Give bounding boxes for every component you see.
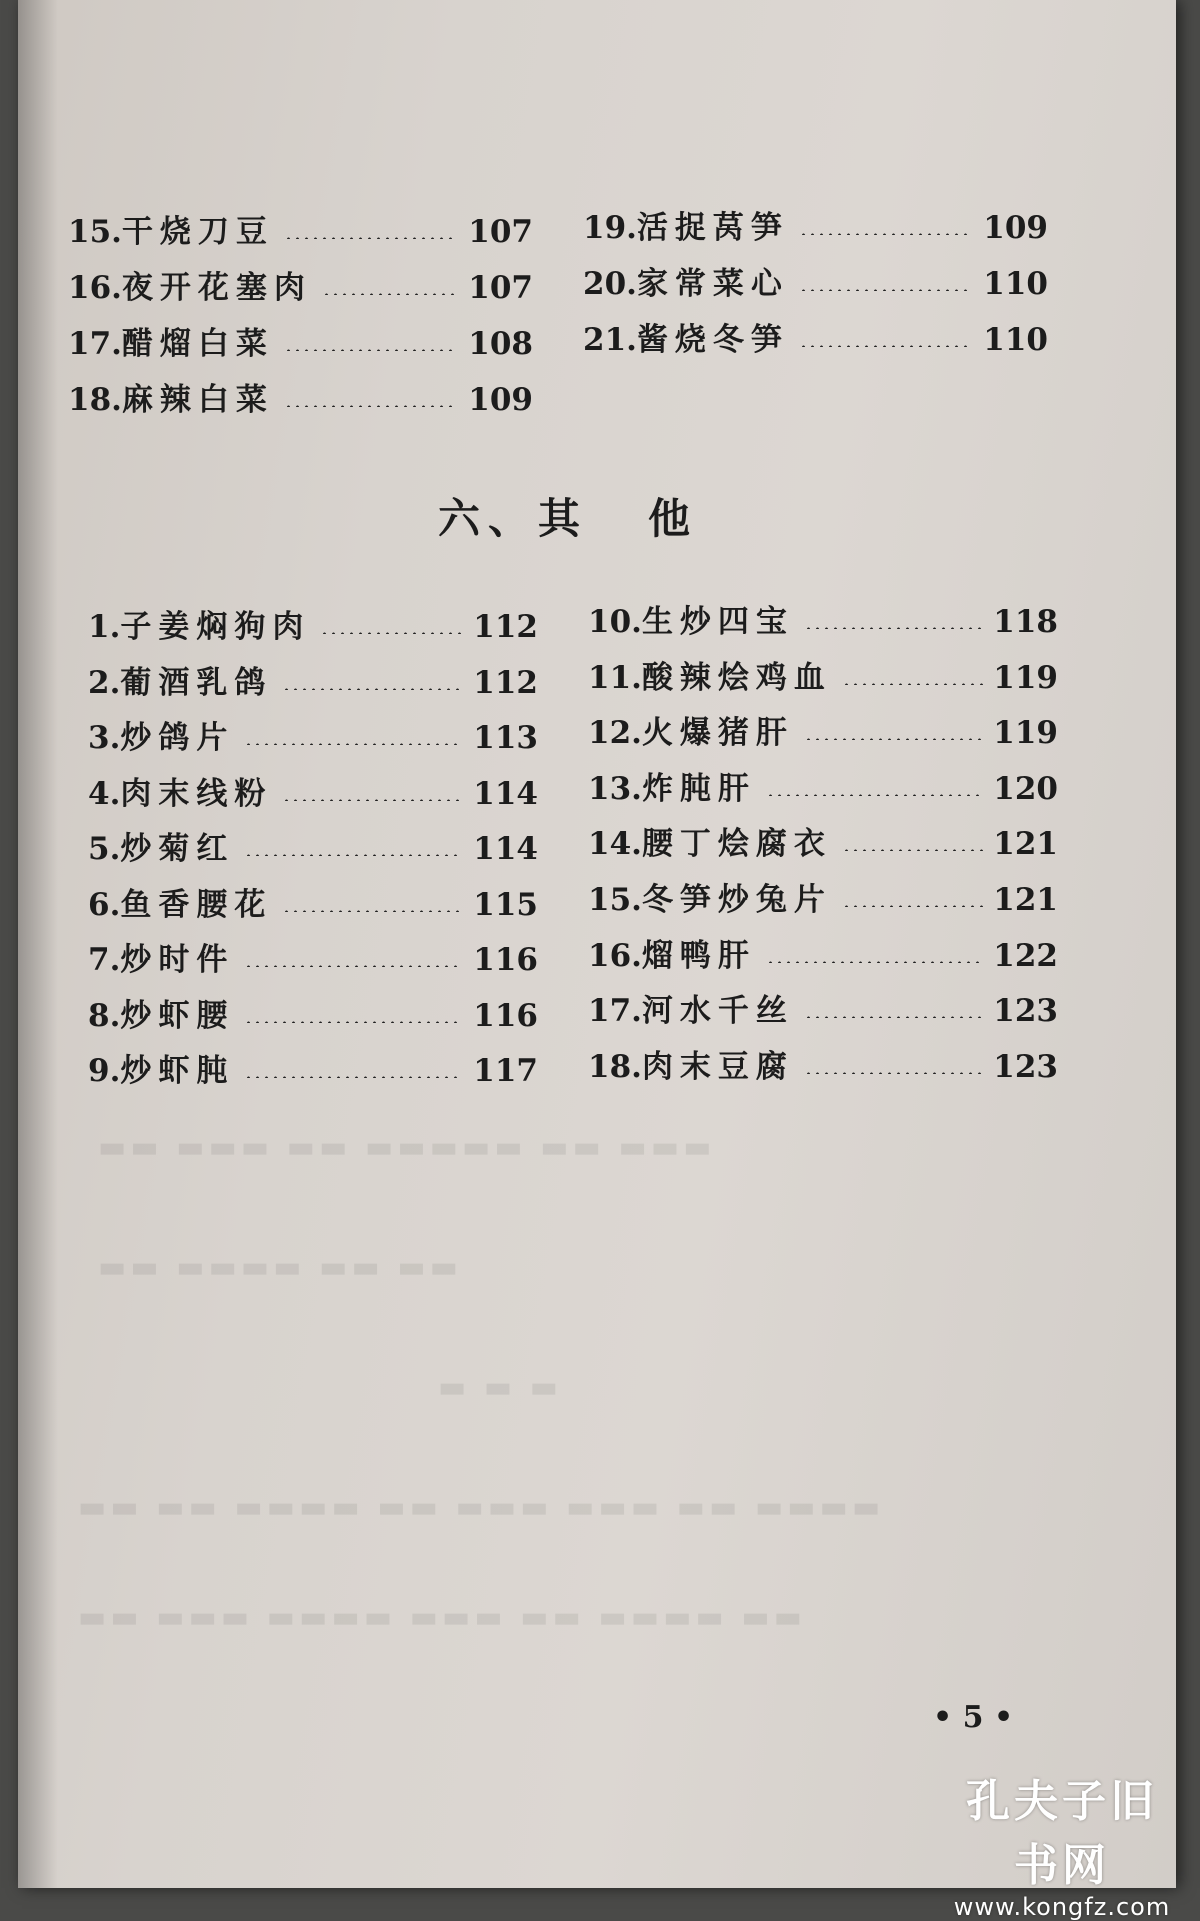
entry-title: 肉末豆腐 bbox=[641, 1049, 794, 1085]
toc-entry bbox=[588, 767, 1058, 811]
entry-title: 家常菜心 bbox=[636, 266, 789, 302]
entry-number: 5. bbox=[88, 831, 121, 867]
entry-title: 炒虾肫 bbox=[120, 1053, 235, 1089]
dot-leader bbox=[804, 1016, 983, 1018]
entry-number: 10. bbox=[588, 604, 642, 640]
entry-number: 15. bbox=[68, 214, 122, 250]
dot-leader bbox=[282, 910, 463, 912]
toc-entry bbox=[583, 318, 1048, 362]
entry-number: 16. bbox=[588, 938, 642, 974]
entry-page: 117 bbox=[473, 1053, 538, 1089]
entry-number: 7. bbox=[88, 942, 121, 978]
dot-leader bbox=[804, 1072, 983, 1074]
toc-entry bbox=[588, 878, 1058, 922]
entry-number: 15. bbox=[588, 882, 642, 918]
entry-title: 干烧刀豆 bbox=[121, 214, 274, 250]
toc-entry bbox=[68, 266, 533, 310]
entry-page: 114 bbox=[473, 831, 538, 867]
entry-number: 13. bbox=[588, 771, 642, 807]
entry-title: 河水千丝 bbox=[641, 993, 794, 1029]
dot-leader bbox=[284, 405, 458, 407]
entry-title: 生炒四宝 bbox=[641, 604, 794, 640]
dot-leader bbox=[244, 1021, 463, 1023]
entry-page: 120 bbox=[993, 771, 1058, 807]
entry-title: 夜开花塞肉 bbox=[121, 270, 312, 306]
entry-title: 炒鸽片 bbox=[120, 720, 235, 756]
entry-number: 12. bbox=[588, 715, 642, 751]
dot-leader bbox=[842, 683, 983, 685]
entry-number: 14. bbox=[588, 826, 642, 862]
page-fold-shadow bbox=[18, 0, 58, 1888]
watermark-url: www.kongfz.com bbox=[953, 1893, 1171, 1921]
entry-number: 17. bbox=[588, 993, 642, 1029]
toc-entry bbox=[68, 210, 533, 254]
dot-leader bbox=[320, 632, 463, 634]
toc-entry bbox=[88, 827, 538, 871]
entry-page: 107 bbox=[468, 270, 533, 306]
section-heading bbox=[438, 486, 698, 546]
entry-page: 123 bbox=[993, 993, 1058, 1029]
entry-number: 1. bbox=[88, 609, 121, 645]
entry-page: 113 bbox=[473, 720, 538, 756]
bleed-through-text: ▬▬ ▬▬ ▬▬▬▬ ▬▬ ▬▬▬ ▬▬▬ ▬▬ ▬▬▬▬ bbox=[78, 1490, 885, 1525]
entry-number: 16. bbox=[68, 270, 122, 306]
entry-page: 116 bbox=[473, 998, 538, 1034]
entry-page: 107 bbox=[468, 214, 533, 250]
dot-leader bbox=[804, 738, 983, 740]
dot-leader bbox=[842, 849, 983, 851]
dot-leader bbox=[244, 1076, 463, 1078]
dot-leader bbox=[244, 743, 463, 745]
toc-entry bbox=[588, 656, 1058, 700]
toc-entry bbox=[588, 822, 1058, 866]
toc-entry bbox=[88, 716, 538, 760]
entry-page: 109 bbox=[983, 210, 1048, 246]
toc-entry bbox=[88, 994, 538, 1038]
entry-title: 炸肫肝 bbox=[641, 771, 756, 807]
entry-page: 114 bbox=[473, 776, 538, 812]
dot-leader bbox=[804, 627, 983, 629]
entry-page: 119 bbox=[993, 660, 1058, 696]
entry-number: 18. bbox=[588, 1049, 642, 1085]
entry-page: 110 bbox=[983, 266, 1048, 302]
entry-title: 肉末线粉 bbox=[120, 776, 273, 812]
entry-number: 20. bbox=[583, 266, 637, 302]
dot-leader bbox=[244, 965, 463, 967]
dot-leader bbox=[244, 854, 463, 856]
entry-title: 麻辣白菜 bbox=[121, 382, 274, 418]
entry-number: 2. bbox=[88, 665, 121, 701]
entry-number: 9. bbox=[88, 1053, 121, 1089]
entry-page: 116 bbox=[473, 942, 538, 978]
entry-title: 葡酒乳鸽 bbox=[120, 665, 273, 701]
dot-leader bbox=[799, 289, 973, 291]
entry-title: 炒时件 bbox=[120, 942, 235, 978]
entry-page: 112 bbox=[473, 609, 538, 645]
dot-leader bbox=[766, 794, 983, 796]
entry-page: 123 bbox=[993, 1049, 1058, 1085]
toc-entry bbox=[583, 262, 1048, 306]
dot-leader bbox=[766, 961, 983, 963]
watermark bbox=[948, 1765, 1176, 1921]
dot-leader bbox=[799, 345, 973, 347]
entry-page: 122 bbox=[993, 938, 1058, 974]
dot-leader bbox=[284, 237, 458, 239]
entry-title: 腰丁烩腐衣 bbox=[641, 826, 832, 862]
toc-entry bbox=[588, 934, 1058, 978]
dot-leader bbox=[799, 233, 973, 235]
dot-leader bbox=[322, 293, 458, 295]
dot-leader bbox=[282, 799, 463, 801]
toc-entry bbox=[588, 989, 1058, 1033]
toc-entry bbox=[588, 711, 1058, 755]
entry-number: 8. bbox=[88, 998, 121, 1034]
entry-number: 17. bbox=[68, 326, 122, 362]
toc-entry bbox=[88, 1049, 538, 1093]
toc-entry bbox=[68, 378, 533, 422]
entry-number: 19. bbox=[583, 210, 637, 246]
entry-title: 醋熘白菜 bbox=[121, 326, 274, 362]
toc-entry bbox=[583, 206, 1048, 250]
entry-page: 109 bbox=[468, 382, 533, 418]
toc-entry bbox=[68, 322, 533, 366]
entry-title: 炒虾腰 bbox=[120, 998, 235, 1034]
entry-page: 121 bbox=[993, 882, 1058, 918]
bleed-through-text: ▬ ▬ ▬ bbox=[438, 1370, 563, 1405]
entry-title: 熘鸭肝 bbox=[641, 938, 756, 974]
entry-page: 108 bbox=[468, 326, 533, 362]
entry-page: 112 bbox=[473, 665, 538, 701]
section-heading-part: 他 bbox=[648, 494, 699, 543]
entry-page: 115 bbox=[473, 887, 538, 923]
entry-page: 121 bbox=[993, 826, 1058, 862]
entry-number: 6. bbox=[88, 887, 121, 923]
bleed-through-text: ▬▬ ▬▬▬ ▬▬▬▬ ▬▬▬ ▬▬ ▬▬▬▬ ▬▬ bbox=[78, 1600, 807, 1635]
page-number: • 5 • bbox=[933, 1700, 1014, 1735]
entry-title: 冬笋炒兔片 bbox=[641, 882, 832, 918]
entry-number: 3. bbox=[88, 720, 121, 756]
entry-number: 21. bbox=[583, 322, 637, 358]
watermark-name: 孔夫子旧书网 bbox=[966, 1776, 1158, 1891]
entry-title: 酱烧冬笋 bbox=[636, 322, 789, 358]
dot-leader bbox=[284, 349, 458, 351]
bleed-through-text: ▬▬ ▬▬▬ ▬▬ ▬▬▬▬▬ ▬▬ ▬▬▬ bbox=[98, 1130, 716, 1165]
toc-entry bbox=[588, 600, 1058, 644]
entry-title: 火爆猪肝 bbox=[641, 715, 794, 751]
entry-title: 炒菊红 bbox=[120, 831, 235, 867]
bleed-through-text: ▬▬ ▬▬▬▬ ▬▬ ▬▬ bbox=[98, 1250, 463, 1285]
book-page bbox=[18, 0, 1176, 1921]
toc-entry bbox=[88, 938, 538, 982]
entry-title: 鱼香腰花 bbox=[120, 887, 273, 923]
toc-entry bbox=[88, 772, 538, 816]
entry-page: 119 bbox=[993, 715, 1058, 751]
toc-entry bbox=[88, 605, 538, 649]
entry-title: 子姜焖狗肉 bbox=[120, 609, 311, 645]
entry-title: 活捉莴笋 bbox=[636, 210, 789, 246]
entry-number: 4. bbox=[88, 776, 121, 812]
section-heading-part: 六、其 bbox=[438, 494, 589, 543]
entry-number: 11. bbox=[588, 660, 642, 696]
dot-leader bbox=[842, 905, 983, 907]
entry-page: 110 bbox=[983, 322, 1048, 358]
dot-leader bbox=[282, 688, 463, 690]
toc-entry bbox=[588, 1045, 1058, 1089]
entry-page: 118 bbox=[993, 604, 1058, 640]
entry-title: 酸辣烩鸡血 bbox=[641, 660, 832, 696]
toc-entry bbox=[88, 661, 538, 705]
toc-entry bbox=[88, 883, 538, 927]
entry-number: 18. bbox=[68, 382, 122, 418]
